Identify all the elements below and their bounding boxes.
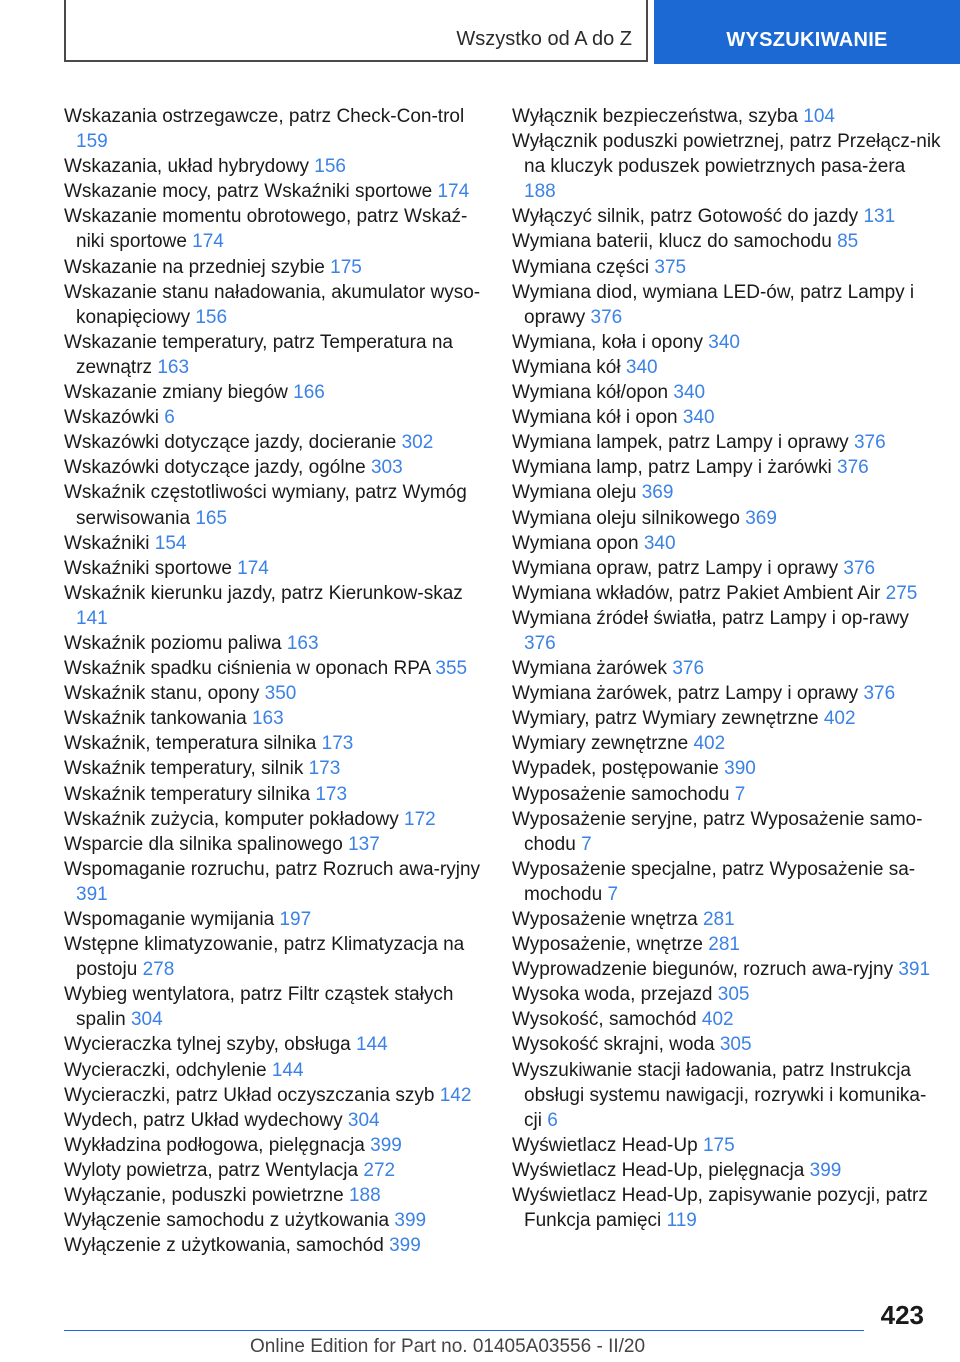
index-entry-text: Wyłączyć silnik, patrz Gotowość do jazdy bbox=[512, 206, 859, 228]
index-entry bbox=[512, 531, 942, 556]
index-entry bbox=[64, 1032, 484, 1057]
index-column-left bbox=[64, 104, 484, 1258]
index-entry bbox=[512, 907, 942, 932]
index-entry-text: Wyposażenie samochodu bbox=[512, 783, 730, 805]
index-entry-text: Wskaźnik częstotliwości wymiany, patrz Wymóg serwisowania bbox=[64, 482, 467, 529]
index-entry-text: Wskazanie temperatury, patrz Temperatura na zewnątrz bbox=[64, 331, 453, 378]
index-entry-text: Wymiana opon bbox=[512, 532, 639, 554]
index-entry bbox=[512, 731, 942, 756]
page-reference-link[interactable]: 350 bbox=[264, 683, 297, 705]
index-entry-text: Wskazanie stanu naładowania, akumulator wyso‐konapięciowy bbox=[64, 281, 481, 328]
page-reference-link[interactable]: 173 bbox=[308, 758, 341, 780]
index-entry-text: Wymiana baterii, klucz do samochodu bbox=[512, 231, 832, 253]
page-reference-link[interactable]: 175 bbox=[702, 1134, 735, 1156]
index-entry-text: Wskazanie zmiany biegów bbox=[64, 382, 288, 404]
index-entry-text: Wymiana lamp, patrz Lampy i żarówki bbox=[512, 457, 832, 479]
page-reference-link[interactable]: 163 bbox=[157, 356, 190, 378]
page-reference-link[interactable]: 197 bbox=[279, 909, 312, 930]
page-reference-link[interactable]: 369 bbox=[641, 482, 674, 504]
page-reference-link[interactable]: 369 bbox=[745, 507, 777, 529]
page-reference-link[interactable]: 7 bbox=[734, 783, 746, 805]
index-entry bbox=[512, 857, 942, 907]
page-reference-link[interactable]: 166 bbox=[293, 382, 325, 404]
index-entry bbox=[512, 129, 942, 204]
index-entry-text: Wyposażenie wnętrza bbox=[512, 909, 698, 930]
page-reference-link[interactable]: 174 bbox=[192, 231, 224, 253]
index-entry-text: Wskaźnik tankowania bbox=[64, 708, 247, 730]
index-entry-text: Wymiana oleju bbox=[512, 482, 637, 504]
index-entry-text: Wskaźnik temperatury silnika bbox=[64, 783, 311, 805]
index-entry-text: Wskazanie mocy, patrz Wskaźniki sportowe bbox=[64, 181, 433, 203]
index-entry-text: Wyłącznik bezpieczeństwa, szyba bbox=[512, 106, 799, 127]
index-entry-text: Wspomaganie rozruchu, patrz Rozruch awa‐ryjny bbox=[64, 858, 481, 880]
index-entry bbox=[512, 581, 942, 606]
index-entry-text: Wyposażenie specjalne, patrz Wyposażenie sa‐mochodu bbox=[512, 858, 916, 905]
page-reference-link[interactable]: 156 bbox=[195, 306, 228, 328]
index-entry bbox=[64, 631, 484, 656]
index-entry bbox=[512, 957, 942, 982]
page-reference-link[interactable]: 304 bbox=[347, 1109, 380, 1131]
index-entry bbox=[512, 982, 942, 1007]
index-entry-text: Wyświetlacz Head-Up bbox=[512, 1134, 698, 1156]
page-reference-link[interactable]: 391 bbox=[76, 883, 108, 905]
index-entry-text: Wymiana lampek, patrz Lampy i oprawy bbox=[512, 432, 849, 454]
index-entry bbox=[64, 1208, 484, 1233]
index-entry-text: Wskaźnik, temperatura silnika bbox=[64, 733, 317, 755]
index-entry-text: Wymiana kół i opon bbox=[512, 407, 678, 429]
page-reference-link[interactable]: 156 bbox=[314, 156, 346, 178]
index-entry bbox=[64, 782, 484, 807]
index-entry-text: Wymiana, koła i opony bbox=[512, 331, 703, 353]
section-tab[interactable] bbox=[64, 0, 648, 62]
index-entry-text: Wskaźnik poziomu paliwa bbox=[64, 632, 282, 654]
index-entry bbox=[512, 355, 942, 380]
page-reference-link[interactable]: 275 bbox=[885, 582, 918, 604]
index-entry-text: Wskazanie na przedniej szybie bbox=[64, 256, 325, 278]
index-entry bbox=[512, 280, 942, 330]
index-entry bbox=[512, 104, 942, 129]
index-entry bbox=[512, 706, 942, 731]
index-entry-text: Wymiana żarówek, patrz Lampy i oprawy bbox=[512, 683, 859, 705]
page-reference-link[interactable]: 390 bbox=[724, 758, 756, 780]
page-reference-link[interactable]: 304 bbox=[130, 1009, 163, 1031]
page-reference-link[interactable]: 173 bbox=[315, 783, 348, 805]
index-entry bbox=[512, 430, 942, 455]
page-reference-link[interactable]: 303 bbox=[370, 457, 403, 479]
page-reference-link[interactable]: 376 bbox=[590, 306, 623, 328]
search-tab-label: WYSZUKIWANIE bbox=[726, 29, 888, 51]
index-entry bbox=[512, 506, 942, 531]
index-entry-text: Wybieg wentylatora, patrz Filtr cząstek stałych spalin bbox=[64, 984, 454, 1031]
page-reference-link[interactable]: 163 bbox=[286, 632, 319, 654]
index-entry bbox=[64, 756, 484, 781]
page-reference-link[interactable]: 172 bbox=[404, 808, 436, 830]
index-entry bbox=[512, 1133, 942, 1158]
page-reference-link[interactable]: 137 bbox=[348, 833, 380, 855]
index-entry bbox=[64, 556, 484, 581]
index-entry bbox=[64, 455, 484, 480]
page-reference-link[interactable]: 340 bbox=[625, 356, 658, 378]
page-reference-link[interactable]: 6 bbox=[164, 407, 175, 429]
index-entry-text: Wycieraczka tylnej szyby, obsługa bbox=[64, 1034, 351, 1056]
index-entry bbox=[64, 531, 484, 556]
index-entry bbox=[64, 380, 484, 405]
index-entry bbox=[512, 330, 942, 355]
index-entry bbox=[512, 756, 942, 781]
page-reference-link[interactable]: 281 bbox=[708, 934, 740, 956]
index-entry bbox=[64, 832, 484, 857]
index-entry bbox=[64, 280, 484, 330]
index-entry bbox=[64, 857, 484, 907]
page-reference-link[interactable]: 302 bbox=[401, 432, 434, 454]
index-entry bbox=[512, 229, 942, 254]
index-entry-text: Wskaźniki sportowe bbox=[64, 557, 232, 579]
index-entry bbox=[512, 1183, 942, 1233]
page-reference-link[interactable]: 7 bbox=[581, 833, 592, 855]
page-reference-link[interactable]: 175 bbox=[330, 256, 362, 278]
index-entry-text: Wstępne klimatyzowanie, patrz Klimatyzacja na postoju bbox=[64, 934, 465, 981]
index-entry-text: Wsparcie dla silnika spalinowego bbox=[64, 833, 343, 855]
index-entry bbox=[64, 1233, 484, 1258]
index-entry-text: Wyprowadzenie biegunów, rozruch awa‐ryjny bbox=[512, 959, 894, 981]
index-entry bbox=[512, 480, 942, 505]
index-entry bbox=[512, 932, 942, 957]
index-entry-text: Wykładzina podłogowa, pielęgnacja bbox=[64, 1134, 365, 1156]
page-reference-link[interactable]: 402 bbox=[823, 708, 856, 730]
index-entry bbox=[512, 656, 942, 681]
index-entry bbox=[64, 1058, 484, 1083]
page-reference-link[interactable]: 174 bbox=[237, 557, 269, 579]
page-reference-link[interactable]: 399 bbox=[809, 1159, 842, 1181]
page-reference-link[interactable]: 159 bbox=[76, 131, 108, 153]
page-reference-link[interactable]: 85 bbox=[837, 231, 859, 253]
index-entry-text: Wskaźniki bbox=[64, 532, 150, 554]
page-reference-link[interactable]: 7 bbox=[607, 883, 619, 905]
page-reference-link[interactable]: 305 bbox=[717, 984, 750, 1006]
page-reference-link[interactable]: 340 bbox=[708, 331, 740, 353]
page-reference-link[interactable]: 399 bbox=[389, 1235, 421, 1257]
index-entry bbox=[512, 1007, 942, 1032]
index-entry bbox=[64, 907, 484, 932]
index-entry-text: Wycieraczki, odchylenie bbox=[64, 1059, 267, 1081]
page-reference-link[interactable]: 376 bbox=[837, 457, 869, 479]
index-entry-text: Wydech, patrz Układ wydechowy bbox=[64, 1109, 343, 1131]
page-reference-link[interactable]: 188 bbox=[348, 1185, 381, 1207]
index-entry bbox=[64, 1083, 484, 1108]
index-entry-text: Wycieraczki, patrz Układ oczyszczania szyb bbox=[64, 1084, 435, 1106]
page-reference-link[interactable]: 391 bbox=[898, 959, 931, 981]
page-reference-link[interactable]: 376 bbox=[843, 557, 876, 579]
index-entry-text: Wskazanie momentu obrotowego, patrz Wskaź‐niki sportowe bbox=[64, 206, 468, 253]
page-reference-link[interactable]: 141 bbox=[76, 607, 108, 629]
index-entry bbox=[64, 1108, 484, 1133]
page-reference-link[interactable]: 376 bbox=[524, 632, 556, 654]
page-reference-link[interactable]: 163 bbox=[251, 708, 284, 730]
page-reference-link[interactable]: 144 bbox=[271, 1059, 304, 1081]
index-entry-text: Wymiana opraw, patrz Lampy i oprawy bbox=[512, 557, 839, 579]
index-entry-text: Wyświetlacz Head-Up, zapisywanie pozycji, patrz Funkcja pamięci bbox=[512, 1185, 928, 1232]
index-entry bbox=[512, 1032, 942, 1057]
index-entry-text: Wskazówki bbox=[64, 407, 160, 429]
index-entry-text: Wymiana diod, wymiana LED-ów, patrz Lampy i oprawy bbox=[512, 281, 915, 328]
page-reference-link[interactable]: 131 bbox=[863, 206, 896, 228]
page-reference-link[interactable]: 104 bbox=[803, 106, 835, 127]
index-entry bbox=[64, 932, 484, 982]
index-entry-text: Wysokość, samochód bbox=[512, 1009, 697, 1031]
index-entry bbox=[64, 1133, 484, 1158]
index-entry bbox=[512, 681, 942, 706]
index-entry-text: Wysokość skrajni, woda bbox=[512, 1034, 715, 1056]
page-reference-link[interactable]: 402 bbox=[701, 1009, 734, 1031]
index-entry-text: Wskaźnik stanu, opony bbox=[64, 683, 260, 705]
page-reference-link[interactable]: 402 bbox=[693, 733, 726, 755]
index-entry bbox=[64, 330, 484, 380]
index-entry-text: Wyszukiwanie stacji ładowania, patrz Instrukcja obsługi systemu nawigacji, rozrywki i komunika‐cji bbox=[512, 1059, 927, 1131]
index-entry bbox=[512, 807, 942, 857]
page-reference-link[interactable]: 173 bbox=[321, 733, 354, 755]
index-entry bbox=[64, 1183, 484, 1208]
page-reference-link[interactable]: 165 bbox=[195, 507, 228, 529]
index-entry-text: Wyłączanie, poduszki powietrzne bbox=[64, 1185, 344, 1207]
index-entry-text: Wymiana żarówek bbox=[512, 658, 668, 680]
index-entry-text: Wskaźnik kierunku jazdy, patrz Kierunkow‐skaz bbox=[64, 582, 463, 604]
index-entry-text: Wskaźnik spadku ciśnienia w oponach RPA bbox=[64, 658, 431, 680]
index-entry bbox=[64, 731, 484, 756]
page-reference-link[interactable]: 376 bbox=[853, 432, 886, 454]
index-entry-text: Wyłącznik poduszki powietrznej, patrz Przełącz‐nik na kluczyk poduszek powietrznych pasa‐żera bbox=[512, 131, 941, 178]
index-entry bbox=[512, 204, 942, 229]
index-entry-text: Wymiana wkładów, patrz Pakiet Ambient Air bbox=[512, 582, 881, 604]
index-entry-text: Wskaźnik temperatury, silnik bbox=[64, 758, 304, 780]
index-entry-text: Wymiana części bbox=[512, 256, 650, 278]
index-entry-text: Wskaźnik zużycia, komputer pokładowy bbox=[64, 808, 399, 830]
index-entry bbox=[64, 982, 484, 1032]
index-entry bbox=[64, 405, 484, 430]
index-entry-text: Wyłączenie samochodu z użytkowania bbox=[64, 1210, 390, 1232]
index-entry bbox=[64, 179, 484, 204]
index-entry-text: Wyloty powietrza, patrz Wentylacja bbox=[64, 1159, 359, 1181]
index-entry-text: Wymiana kół/opon bbox=[512, 382, 669, 404]
index-column-right bbox=[512, 104, 942, 1233]
page-header bbox=[0, 0, 960, 66]
index-entry bbox=[64, 656, 484, 681]
index-entry bbox=[512, 606, 942, 656]
edition-footer: Online Edition for Part no. 01405A03556 - II/20 bbox=[250, 1336, 646, 1357]
page-reference-link[interactable]: 305 bbox=[719, 1034, 752, 1056]
footer-divider bbox=[64, 1330, 864, 1331]
index-entry bbox=[64, 480, 484, 530]
index-entry bbox=[64, 706, 484, 731]
index-entry-text: Wymiana oleju silnikowego bbox=[512, 507, 740, 529]
index-entry-text: Wyświetlacz Head-Up, pielęgnacja bbox=[512, 1159, 805, 1181]
index-entry-text: Wymiana kół bbox=[512, 356, 621, 378]
index-entry-text: Wysoka woda, przejazd bbox=[512, 984, 713, 1006]
index-entry bbox=[64, 255, 484, 280]
page-reference-link[interactable]: 399 bbox=[370, 1134, 402, 1156]
page-number: 423 bbox=[880, 1300, 924, 1330]
index-entry-text: Wyposażenie, wnętrze bbox=[512, 934, 703, 956]
index-entry-text: Wskazania, układ hybrydowy bbox=[64, 156, 309, 178]
page-reference-link[interactable]: 376 bbox=[672, 658, 705, 680]
page-reference-link[interactable]: 142 bbox=[439, 1084, 472, 1106]
index-entry bbox=[64, 154, 484, 179]
index-entry-text: Wymiary zewnętrzne bbox=[512, 733, 689, 755]
index-entry-text: Wypadek, postępowanie bbox=[512, 758, 719, 780]
index-entry bbox=[64, 807, 484, 832]
page-reference-link[interactable]: 399 bbox=[394, 1210, 427, 1232]
page-reference-link[interactable]: 340 bbox=[682, 407, 715, 429]
index-entry bbox=[512, 1058, 942, 1133]
page-reference-link[interactable]: 376 bbox=[863, 683, 896, 705]
index-entry-text: Wskazówki dotyczące jazdy, docieranie bbox=[64, 432, 397, 454]
page-reference-link[interactable]: 340 bbox=[673, 382, 706, 404]
index-entry-text: Wymiary, patrz Wymiary zewnętrzne bbox=[512, 708, 819, 730]
page-reference-link[interactable]: 278 bbox=[142, 959, 175, 981]
index-entry bbox=[512, 782, 942, 807]
index-entry bbox=[64, 104, 484, 154]
index-entry bbox=[512, 1158, 942, 1183]
page-reference-link[interactable]: 174 bbox=[437, 181, 470, 203]
index-entry bbox=[512, 455, 942, 480]
page-reference-link[interactable]: 355 bbox=[435, 658, 468, 680]
index-entry-text: Wspomaganie wymijania bbox=[64, 909, 275, 930]
index-entry bbox=[64, 1158, 484, 1183]
page-reference-link[interactable]: 119 bbox=[666, 1210, 697, 1232]
index-entry-text: Wyłączenie z użytkowania, samochód bbox=[64, 1235, 384, 1257]
index-entry bbox=[512, 556, 942, 581]
index-entry bbox=[64, 681, 484, 706]
page-reference-link[interactable]: 281 bbox=[702, 909, 735, 930]
search-tab[interactable] bbox=[654, 0, 960, 64]
page-reference-link[interactable]: 188 bbox=[524, 181, 556, 203]
page-reference-link[interactable]: 340 bbox=[643, 532, 676, 554]
page-reference-link[interactable]: 154 bbox=[154, 532, 187, 554]
index-entry-text: Wymiana źródeł światła, patrz Lampy i op‐rawy bbox=[512, 607, 909, 629]
index-entry bbox=[512, 380, 942, 405]
index-entry bbox=[512, 405, 942, 430]
page-reference-link[interactable]: 144 bbox=[355, 1034, 388, 1056]
index-entry bbox=[64, 581, 484, 631]
page-reference-link[interactable]: 272 bbox=[363, 1159, 396, 1181]
index-entry-text: Wskazówki dotyczące jazdy, ogólne bbox=[64, 457, 366, 479]
page-reference-link[interactable]: 6 bbox=[547, 1109, 558, 1131]
index-entry-text: Wyposażenie seryjne, patrz Wyposażenie samo‐chodu bbox=[512, 808, 923, 855]
page-reference-link[interactable]: 375 bbox=[654, 256, 687, 278]
index-entry bbox=[512, 255, 942, 280]
index-entry-text: Wskazania ostrzegawcze, patrz Check-Con‐trol bbox=[64, 106, 465, 127]
section-tab-label: Wszystko od A do Z bbox=[456, 28, 632, 50]
index-entry bbox=[64, 204, 484, 254]
index-entry bbox=[64, 430, 484, 455]
